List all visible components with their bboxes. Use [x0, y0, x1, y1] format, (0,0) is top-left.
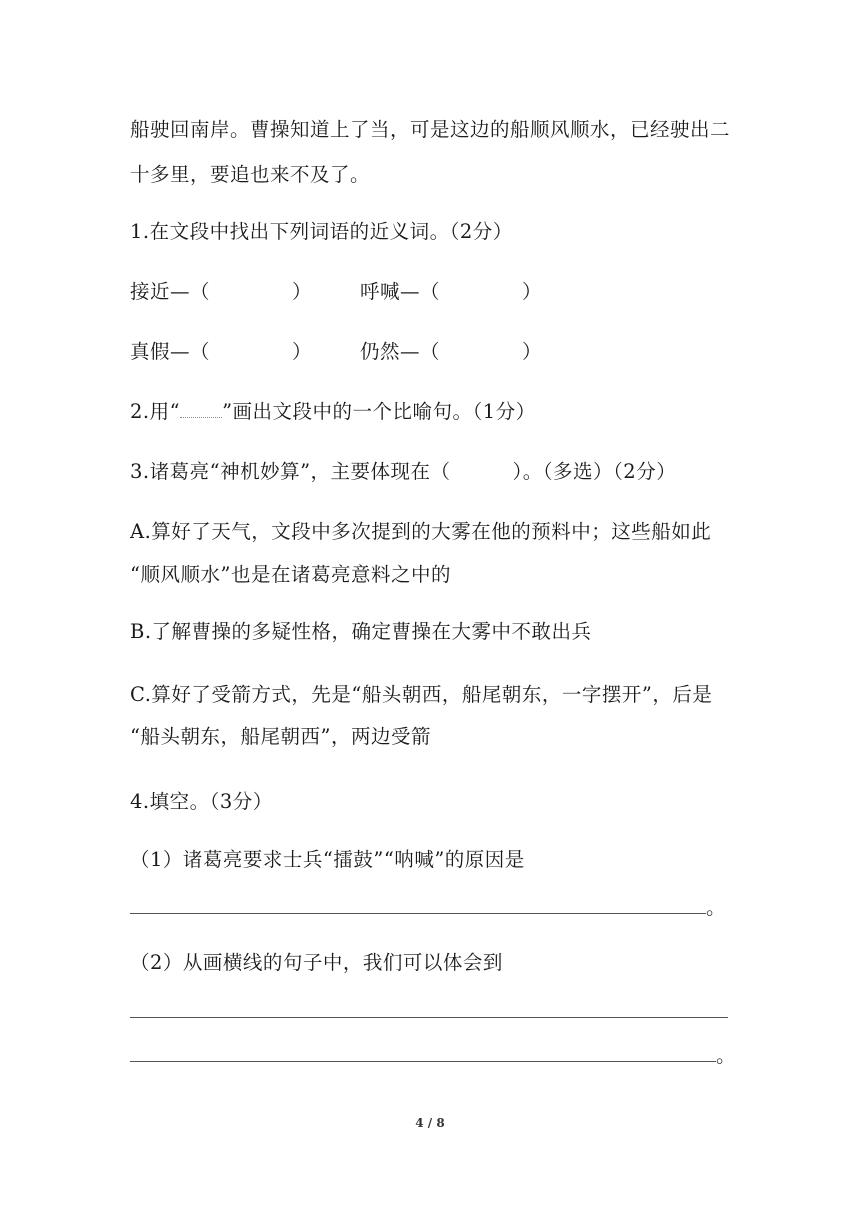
synonym-item: 真假—（ ） — [130, 340, 313, 363]
synonym-item: 仍然—（ ） — [360, 340, 543, 363]
option-a-line-2: “顺风顺水”也是在诸葛亮意料之中的 — [130, 563, 451, 586]
synonym-item: 呼喊—（ ） — [360, 280, 543, 303]
question-1-row-2 — [130, 338, 542, 366]
question-4-sub-2: （2）从画横线的句子中，我们可以体会到 — [130, 951, 503, 974]
passage-line-1: 船驶回南岸。曹操知道上了当，可是这边的船顺风顺水，已经驶出二 — [130, 118, 731, 141]
answer-line-1: 。 — [130, 894, 726, 922]
option-b: B.了解曹操的多疑性格，确定曹操在大雾中不敢出兵 — [130, 620, 592, 643]
wavy-underline-mark — [180, 399, 222, 418]
option-c-line-2: “船头朝东，船尾朝西”，两边受箭 — [130, 725, 431, 748]
answer-underline[interactable] — [130, 1043, 716, 1062]
question-2: 2.用“ ”画出文段中的一个比喻句。（1分） — [130, 400, 536, 423]
answer-underline[interactable] — [130, 999, 728, 1018]
option-a-line-1: A.算好了天气，文段中多次提到的大雾在他的预料中；这些船如此 — [130, 520, 712, 543]
answer-line-3: 。 — [130, 1042, 736, 1070]
answer-underline[interactable] — [130, 895, 706, 914]
question-4-sub-1: （1）诸葛亮要求士兵“擂鼓”“呐喊”的原因是 — [130, 848, 525, 871]
answer-line-2 — [130, 998, 728, 1026]
question-3-stem: 3.诸葛亮“神机妙算”，主要体现在（ ）。（多选）（2分） — [130, 460, 677, 483]
option-c-line-1: C.算好了受箭方式，先是“船头朝西，船尾朝东，一字摆开”，后是 — [130, 683, 713, 706]
synonym-item: 接近—（ ） — [130, 280, 313, 303]
question-1-row-1 — [130, 278, 542, 306]
question-1-stem: 1.在文段中找出下列词语的近义词。（2分） — [130, 220, 513, 243]
passage-line-2: 十多里，要追也来不及了。 — [130, 163, 371, 186]
question-4-stem: 4.填空。（3分） — [130, 790, 273, 813]
page-number: 4 / 8 — [415, 1116, 445, 1130]
